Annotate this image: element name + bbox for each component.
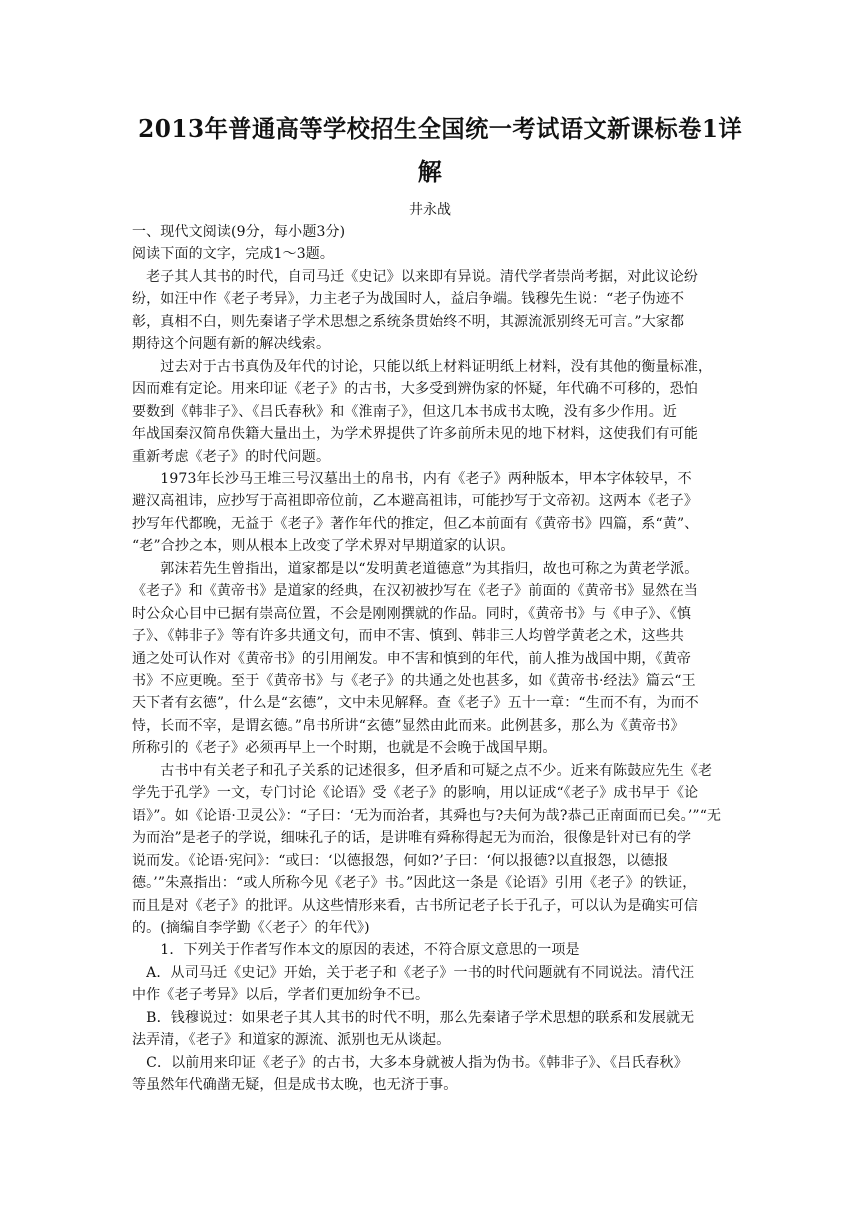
text-line: 一、现代文阅读(9分，每小题3分) — [132, 224, 346, 240]
text-line: “老”合抄之本，则从根本上改变了学术界对早期道家的认识。 — [132, 538, 515, 555]
author-name: 井永战 — [409, 202, 451, 218]
text-line: 1973年长沙马王堆三号汉墓出土的帛书，内有《老子》两种版本，甲本字体较早，不 — [132, 470, 692, 487]
text-line: 所称引的《老子》必须再早上一个时期，也就是不会晚于战国早期。 — [132, 740, 557, 757]
text-line: 通之处可认作对《黄帝书》的引用阐发。申不害和慎到的年代，前人推为战国中期，《黄帝 — [132, 650, 691, 667]
text-line: 阅读下面的文字，完成1～3题。 — [132, 246, 335, 263]
text-line: 的。(摘编自李学勤《〈老子〉的年代》) — [132, 919, 370, 936]
text-line: 重新考虑《老子》的时代问题。 — [132, 448, 331, 465]
text-line: 书》不应更晚。至于《黄帝书》与《老子》的共通之处也甚多，如《黄帝书·经法》篇云“王 — [132, 673, 696, 689]
text-line: 郭沫若先生曾指出，道家都是以“发明黄老道德意”为其指归，故也可称之为黄老学派。 — [132, 560, 699, 577]
text-line: 纷，如汪中作《老子考异》，力主老子为战国时人，益启争端。钱穆先生说：“老子伪迹不 — [132, 291, 685, 308]
text-line: 避汉高祖讳，应抄写于高祖即帝位前，乙本避高祖讳，可能抄写于文帝初。这两本《老子》 — [132, 493, 698, 510]
text-line: 等虽然年代确凿无疑，但是成书太晚，也无济于事。 — [132, 1077, 458, 1094]
text-line: 1．下列关于作者写作本文的原因的表述，不符合原文意思的一项是 — [132, 942, 580, 959]
text-line: 期待这个问题有新的解决线索。 — [132, 336, 331, 353]
text-line: 子》、《韩非子》等有许多共通文句，而申不害、慎到、韩非三人均曾学黄老之术，这些共 — [132, 628, 684, 645]
text-line: A．从司马迁《史记》开始，关于老子和《老子》一书的时代问题就有不同说法。清代汪 — [132, 964, 695, 981]
text-line: 年战国秦汉简帛佚籍大量出土，为学术界提供了许多前所未见的地下材料，这使我们有可能 — [132, 426, 698, 443]
document-title-line-1: 2013年普通高等学校招生全国统一考试语文新课标卷1详 — [138, 114, 743, 143]
text-line: B．钱穆说过：如果老子其人其书的时代不明，那么先秦诸子学术思想的联系和发展就无 — [132, 1009, 695, 1026]
text-line: 说而发。《论语·宪问》：“或曰：‘以德报怨，何如?’子曰：‘何以报德?以直报怨，以德报 — [132, 852, 669, 869]
text-line: 《老子》和《黄帝书》是道家的经典，在汉初被抄写在《老子》前面的《黄帝书》显然在当 — [132, 583, 698, 600]
text-line: 过去对于古书真伪及年代的讨论，只能以纸上材料证明纸上材料，没有其他的衡量标准， — [132, 358, 713, 375]
text-line: 时公众心目中已据有崇高位置，不会是刚刚撰就的作品。同时，《黄帝书》与《申子》、《慎 — [132, 605, 692, 622]
text-line: 因而难有定论。用来印证《老子》的古书，大多受到辨伪家的怀疑，年代确不可移的，恐怕 — [132, 381, 698, 398]
text-line: 古书中有关老子和孔子关系的记述很多，但矛盾和可疑之点不少。近来有陈鼓应先生《老 — [132, 762, 713, 779]
text-line: C．以前用来印证《老子》的古书，大多本身就被人指为伪书。《韩非子》、《吕氏春秋》 — [132, 1054, 688, 1071]
text-line: 为而治”是老子的学说，细味孔子的话，是讲唯有舜称得起无为而治，很像是针对已有的学 — [132, 830, 692, 847]
text-line: 要数到《韩非子》、《吕氏春秋》和《淮南子》，但这几本书成书太晚，没有多少作用。近 — [132, 403, 677, 420]
text-line: 恃，长而不宰，是谓玄德。”帛书所讲“玄德”显然由此而来。此例甚多，那么为《黄帝书》 — [132, 717, 685, 734]
text-line: 学先于孔学》一文，专门讨论《论语》受《老子》的影响，用以证成“《老子》成书早于《论 — [132, 785, 699, 802]
document-title-line-2: 解 — [417, 157, 443, 186]
text-line: 天下者有玄德”，什么是“玄德”，文中未见解释。查《老子》五十一章：“生而不有，为而不 — [132, 695, 699, 712]
text-line: 抄写年代都晚，无益于《老子》著作年代的推定，但乙本前面有《黄帝书》四篇，系“黄”、 — [132, 515, 699, 532]
text-line: 德。’”朱熹指出：“或人所称今见《老子》书。”因此这一条是《论语》引用《老子》的铁证， — [132, 875, 697, 892]
text-line: 语》”。如《论语·卫灵公》：“子曰：‘无为而治者，其舜也与?夫何为哉?恭己正南面而已矣。’”“无 — [132, 807, 722, 824]
text-line: 中作《老子考异》以后，学者们更加纷争不已。 — [132, 987, 430, 1004]
text-line: 而且是对《老子》的批评。从这些情形来看，古书所记老子长于孔子，可以认为是确实可信 — [132, 897, 698, 914]
text-line: 老子其人其书的时代，自司马迁《史记》以来即有异说。清代学者崇尚考据，对此议论纷 — [132, 268, 698, 285]
text-line: 彰，真相不白，则先秦诸子学术思想之系统条贯始终不明，其源流派别终无可言。”大家都 — [132, 313, 685, 330]
text-line: 法弄清，《老子》和道家的源流、派别也无从谈起。 — [132, 1032, 451, 1049]
